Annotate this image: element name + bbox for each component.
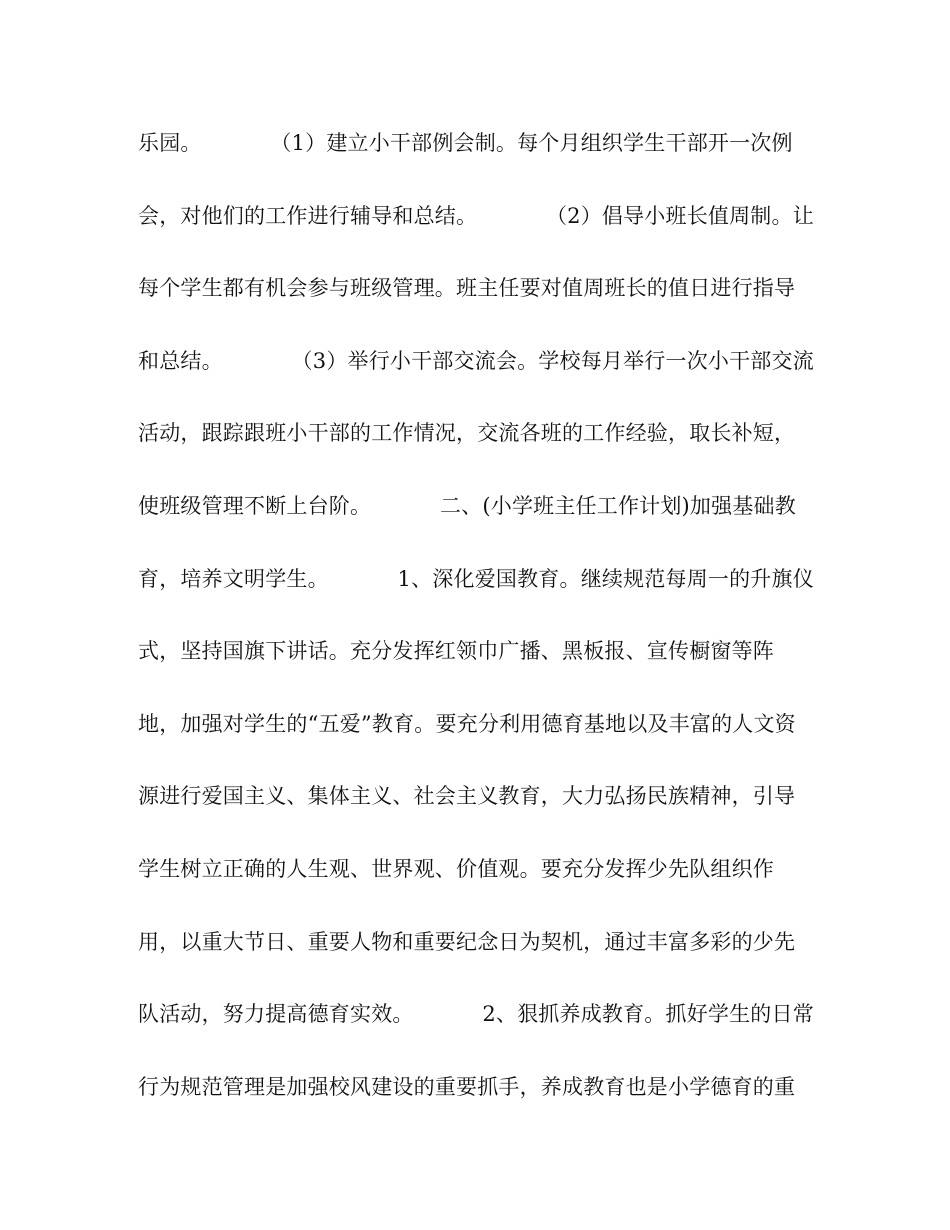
text-line: 每个学生都有机会参与班级管理。班主任要对值周班长的值日进行指导: [138, 276, 796, 301]
body-text: [138, 124, 818, 1140]
text-line: 用，以重大节日、重要人物和重要纪念日为契机，通过丰富多彩的少先: [138, 929, 796, 954]
text-line: 式，坚持国旗下讲话。充分发挥红领巾广播、黑板报、宣传橱窗等阵: [138, 639, 774, 664]
text-line: 队活动，努力提高德育实效。 2、狠抓养成教育。抓好学生的日常: [138, 1002, 814, 1027]
text-line: 会，对他们的工作进行辅导和总结。 （2）倡导小班长值周制。让: [138, 203, 814, 228]
text-line: 学生树立正确的人生观、世界观、价值观。要充分发挥少先队组织作: [138, 856, 774, 881]
text-line: 地，加强对学生的“五爱”教育。要充分利用德育基地以及丰富的人文资: [138, 711, 796, 736]
text-line: 行为规范管理是加强校风建设的重要抓手，养成教育也是小学德育的重: [138, 1074, 796, 1099]
text-line: 育，培养文明学生。 1、深化爱国教育。继续规范每周一的升旗仪: [138, 566, 814, 591]
text-line: 和总结。 （3）举行小干部交流会。学校每月举行一次小干部交流: [138, 348, 814, 373]
text-line: 活动，跟踪跟班小干部的工作情况，交流各班的工作经验，取长补短，: [138, 421, 796, 446]
text-line: 使班级管理不断上台阶。 二、(小学班主任工作计划)加强基础教: [138, 493, 796, 518]
text-line: 源进行爱国主义、集体主义、社会主义教育，大力弘扬民族精神，引导: [138, 784, 796, 809]
text-line: 乐园。 （1）建立小干部例会制。每个月组织学生干部开一次例: [138, 131, 793, 155]
